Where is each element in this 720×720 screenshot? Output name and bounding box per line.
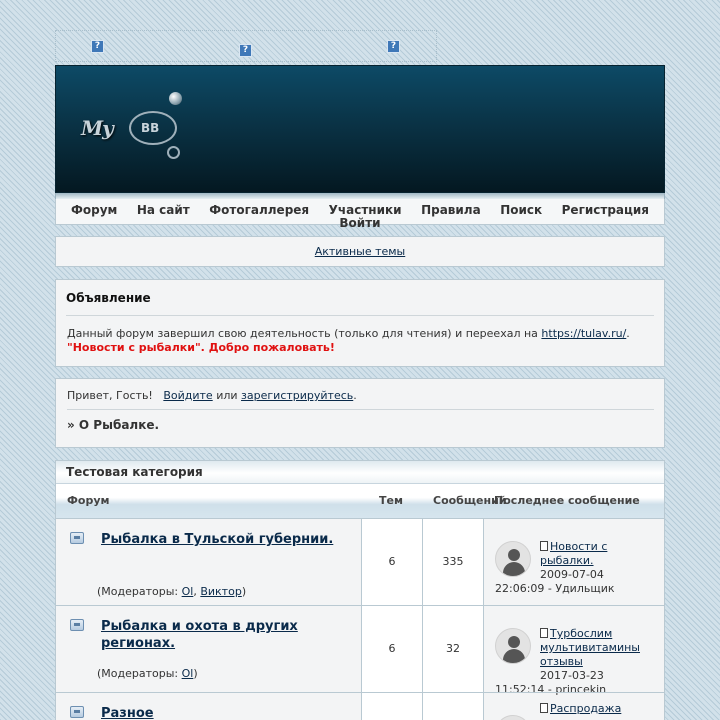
last-post-info: [495, 540, 655, 596]
broken-image-icon[interactable]: ?: [387, 40, 400, 53]
logo: My: [81, 116, 113, 140]
welcome-period: .: [353, 389, 357, 402]
announcement-body: Данный форум завершил свою деятельность (только для чтения) и переехал на: [67, 327, 538, 340]
nav-login[interactable]: Войти: [339, 216, 381, 230]
forum-row: [56, 605, 664, 696]
divider: [67, 409, 654, 410]
category-header-row: [56, 484, 664, 518]
top-banner-bar: [55, 30, 437, 62]
logo-bb: BB: [141, 121, 160, 135]
last-post-link[interactable]: Новости с рыбалки.: [540, 540, 608, 567]
posts-cell: [422, 519, 483, 605]
header-forum: Форум: [67, 494, 110, 507]
or-text: или: [216, 389, 238, 402]
announcement-text: [66, 327, 654, 355]
moderators-label: (Модераторы:: [97, 667, 179, 680]
forum-moderators: (Модераторы: Ol, Виктор): [97, 585, 247, 598]
nav-site[interactable]: На сайт: [136, 203, 190, 217]
site-header: [55, 65, 665, 193]
document-icon: [540, 628, 548, 638]
login-link[interactable]: Войдите: [163, 389, 213, 402]
welcome-line: [67, 389, 654, 402]
header-last-post: Последнее сообщение: [494, 494, 640, 507]
topics-cell: [361, 519, 422, 605]
moderator-link[interactable]: Виктор: [200, 585, 242, 598]
last-post-cell: [483, 693, 664, 720]
nav-rules[interactable]: Правила: [421, 203, 481, 217]
posts-count: 32: [446, 642, 460, 655]
nav-register[interactable]: Регистрация: [561, 203, 650, 217]
last-post-time-user: 22:06:09 - Удильщик: [495, 582, 615, 595]
forum-info-cell: [56, 693, 361, 720]
active-topics-link[interactable]: Активные темы: [314, 245, 406, 258]
nav-forum[interactable]: Форум: [70, 203, 118, 217]
register-link[interactable]: зарегистрируйтесь: [241, 389, 354, 402]
last-post-date: 2017-03-23: [540, 669, 604, 682]
breadcrumb: » О Рыбалке.: [67, 418, 160, 432]
category-block: [55, 460, 665, 720]
nav-gallery[interactable]: Фотогаллерея: [209, 203, 310, 217]
last-post-link[interactable]: Турбослим мультивитамины отзывы: [540, 627, 640, 668]
logo-bubble-icon: [169, 92, 182, 105]
divider: [66, 315, 654, 316]
topics-count: 6: [388, 555, 396, 568]
nav-members[interactable]: Участники: [328, 203, 402, 217]
document-icon: [540, 703, 548, 713]
moderators-label: (Модераторы:: [97, 585, 179, 598]
forum-row: [56, 518, 664, 605]
broken-image-icon[interactable]: ?: [91, 40, 104, 53]
forum-info-cell: [56, 519, 361, 605]
announcement-title: Объявление: [66, 291, 151, 305]
forum-name-link[interactable]: Разное: [101, 706, 154, 720]
posts-cell: [422, 606, 483, 692]
announcement-highlight: "Новости с рыбалки". Добро пожаловать!: [67, 341, 335, 354]
moderator-link[interactable]: Ol: [181, 585, 194, 598]
main-nav: [55, 199, 665, 230]
last-post-cell: [483, 606, 664, 696]
category-title: Тестовая категория: [56, 461, 664, 484]
header-topics: Тем: [379, 494, 403, 507]
topics-cell: [361, 693, 422, 720]
forum-row: [56, 692, 664, 720]
forum-name-link[interactable]: Рыбалка в Тульской губернии.: [101, 532, 334, 547]
topics-count: 6: [388, 642, 396, 655]
last-post-info: [495, 627, 655, 697]
broken-image-icon[interactable]: ?: [239, 44, 252, 57]
last-post-time-user: 11:52:14 - princekin: [495, 683, 607, 696]
forum-icon: [70, 532, 84, 544]
greeting: Привет, Гость!: [67, 389, 153, 402]
last-post-link[interactable]: Распродажа: [550, 702, 622, 715]
last-post-cell: [483, 519, 664, 605]
header-posts: Сообщений: [433, 494, 507, 507]
forum-icon: [70, 706, 84, 718]
welcome-box: [55, 378, 665, 448]
last-post-info: [495, 702, 655, 716]
posts-cell: [422, 693, 483, 720]
logo-ring-small-icon: [167, 146, 180, 159]
forum-name-link[interactable]: Рыбалка и охота в других регионах.: [101, 619, 298, 651]
active-topics-bar: [55, 236, 665, 267]
last-post-date: 2009-07-04: [540, 568, 604, 581]
forum-icon: [70, 619, 84, 631]
forum-info-cell: [56, 606, 361, 692]
nav-search[interactable]: Поиск: [500, 203, 543, 217]
document-icon: [540, 541, 548, 551]
topics-cell: [361, 606, 422, 692]
forum-moderators: (Модераторы: Ol): [97, 667, 198, 680]
moderator-link[interactable]: Ol: [181, 667, 194, 680]
announcement-period: .: [626, 327, 630, 340]
announcement-link[interactable]: https://tulav.ru/: [541, 327, 627, 340]
announcement: [55, 279, 665, 367]
posts-count: 335: [442, 555, 464, 568]
